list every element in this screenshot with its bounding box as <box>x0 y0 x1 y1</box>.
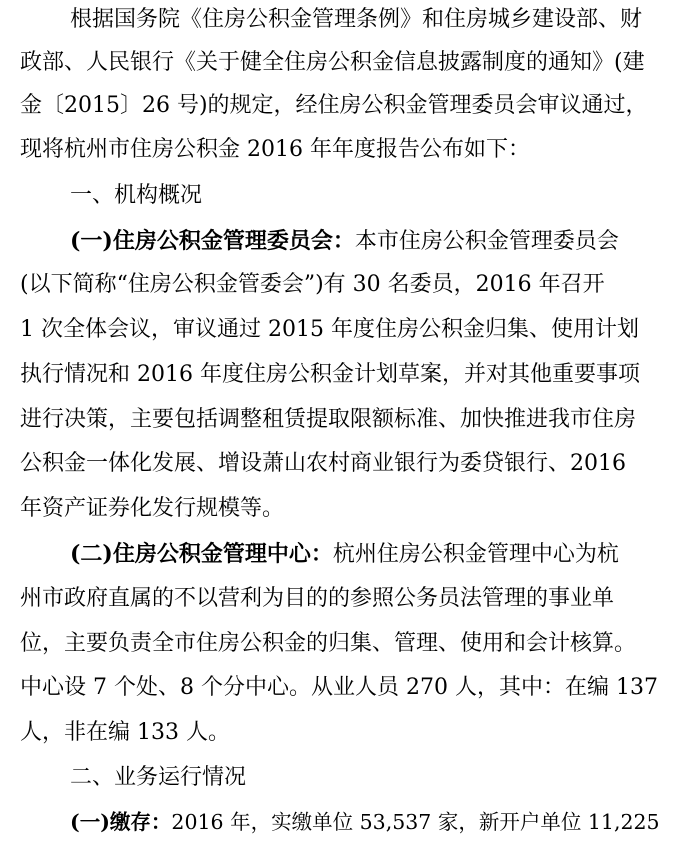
committee-first-line-text: 本市住房公积金管理委员会 <box>354 229 619 254</box>
committee-line-5: 进行决策，主要包括调整租赁提取限额标准、加快推进我市住房 <box>20 407 637 432</box>
center-lead: (二)住房公积金管理中心： <box>70 541 333 567</box>
committee-paragraph-first-line <box>0 221 682 261</box>
deposit-first-line-text: 2016 年，实缴单位 53,537 家，新开户单位 11,225 <box>171 810 660 834</box>
committee-lead: (一)住房公积金管理委员会： <box>70 228 355 254</box>
center-paragraph-first-line <box>0 534 682 574</box>
center-line-5: 人，非在编 133 人。 <box>20 720 230 745</box>
committee-line-3: 1 次全体会议，审议通过 2015 年度住房公积金归集、使用计划 <box>20 317 639 342</box>
intro-line-1: 根据国务院《住房公积金管理条例》和住房城乡建设部、财 <box>70 7 643 32</box>
center-line-3: 位，主要负责全市住房公积金的归集、管理、使用和会计核算。 <box>20 631 637 656</box>
center-line-2: 州市政府直属的不以营利为目的的参照公务员法管理的事业单 <box>20 586 615 611</box>
deposit-paragraph-first-line <box>0 802 682 842</box>
center-first-line-text: 杭州住房公积金管理中心为杭 <box>332 542 619 567</box>
intro-line-4: 现将杭州市住房公积金 2016 年年度报告公布如下： <box>20 137 530 162</box>
section-2-heading: 二、业务运行情况 <box>70 765 247 790</box>
intro-line-2: 政部、人民银行《关于健全住房公积金信息披露制度的通知》(建 <box>20 50 645 75</box>
deposit-lead: (一)缴存： <box>70 810 172 834</box>
committee-line-2: (以下简称“住房公积金管委会”)有 30 名委员，2016 年召开 <box>20 272 605 297</box>
committee-line-4: 执行情况和 2016 年度住房公积金计划草案，并对其他重要事项 <box>20 362 640 387</box>
committee-line-7: 年资产证券化发行规模等。 <box>20 496 285 521</box>
committee-line-6: 公积金一体化发展、增设萧山农村商业银行为委贷银行、2016 <box>20 451 626 476</box>
section-1-heading: 一、机构概况 <box>70 183 203 208</box>
center-line-4: 中心设 7 个处、8 个分中心。从业人员 270 人，其中：在编 137 <box>20 675 658 700</box>
intro-line-3: 金〔2015〕26 号)的规定，经住房公积金管理委员会审议通过， <box>20 93 648 118</box>
